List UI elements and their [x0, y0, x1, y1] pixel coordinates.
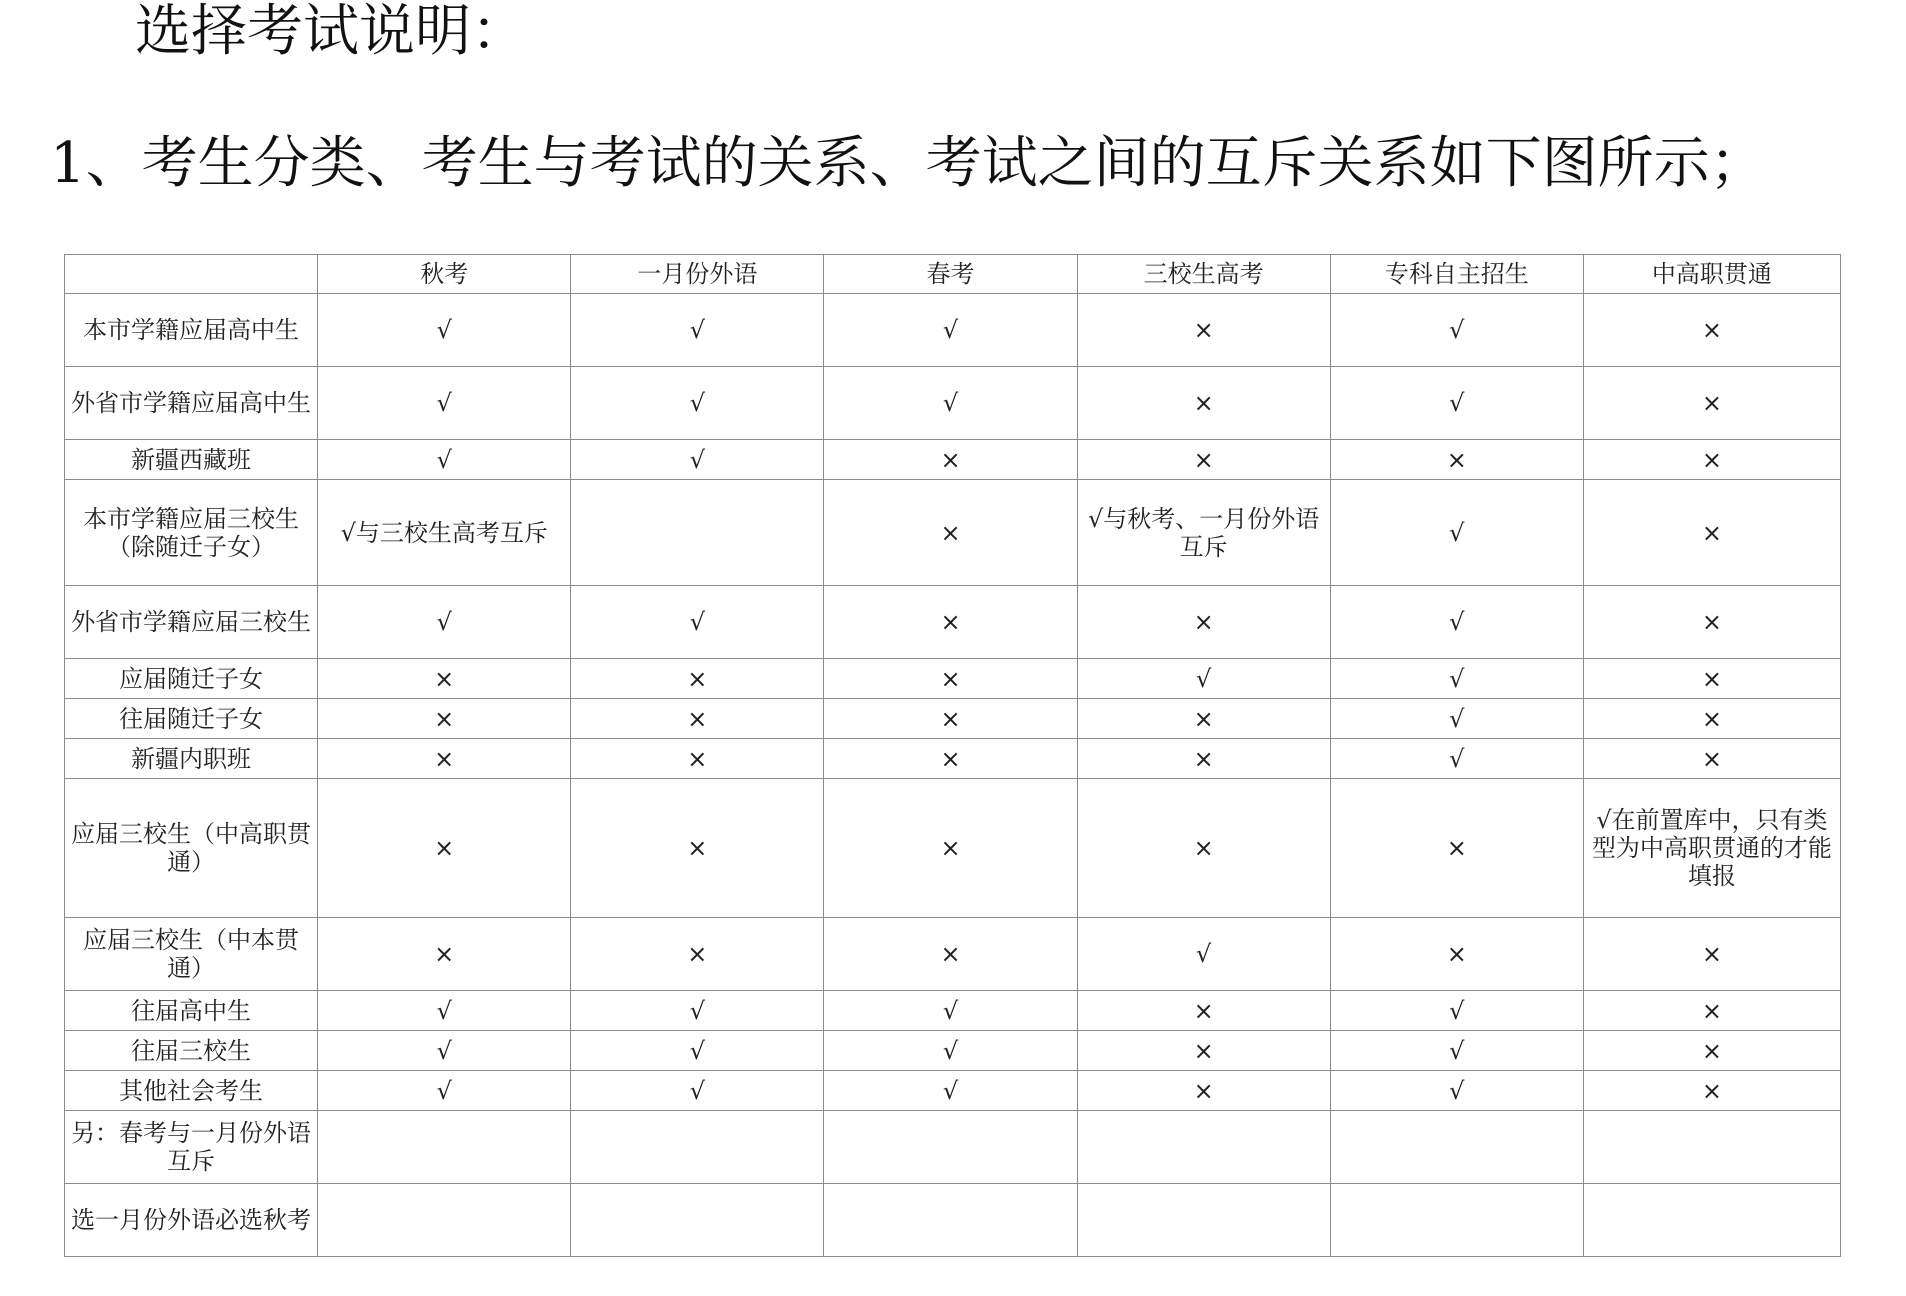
table-cell — [1583, 1184, 1840, 1257]
row-label: 本市学籍应届高中生 — [65, 294, 318, 367]
table-cell: √ — [318, 586, 571, 659]
header-january-foreign-language: 一月份外语 — [571, 255, 824, 294]
table-cell: √ — [318, 991, 571, 1031]
table-cell: × — [1583, 367, 1840, 440]
table-cell: × — [824, 440, 1077, 480]
row-label: 本市学籍应届三校生（除随迁子女） — [65, 480, 318, 586]
row-label: 往届随迁子女 — [65, 699, 318, 739]
table-row — [65, 1071, 1841, 1111]
table-cell: √ — [824, 1031, 1077, 1071]
table-cell: √ — [1330, 1071, 1583, 1111]
table-cell: √ — [571, 440, 824, 480]
table-cell: × — [824, 918, 1077, 991]
table-cell: × — [1583, 440, 1840, 480]
row-label: 外省市学籍应届三校生 — [65, 586, 318, 659]
table-row — [65, 294, 1841, 367]
row-label: 外省市学籍应届高中生 — [65, 367, 318, 440]
table-cell — [571, 1184, 824, 1257]
table-cell: √ — [1330, 699, 1583, 739]
table-cell: √ — [1077, 659, 1330, 699]
table-cell: × — [824, 659, 1077, 699]
exam-eligibility-table — [64, 254, 1841, 1257]
table-cell: × — [1077, 991, 1330, 1031]
table-cell — [1077, 1111, 1330, 1184]
header-three-school-exam: 三校生高考 — [1077, 255, 1330, 294]
table-cell: √ — [1330, 659, 1583, 699]
table-cell: √ — [1330, 991, 1583, 1031]
table-cell: × — [1077, 1031, 1330, 1071]
table-cell: × — [824, 480, 1077, 586]
table-cell: × — [1077, 779, 1330, 918]
table-cell — [1077, 1184, 1330, 1257]
table-cell: × — [1077, 1071, 1330, 1111]
table-cell: × — [318, 779, 571, 918]
table-cell: √ — [824, 991, 1077, 1031]
table-cell: √与三校生高考互斥 — [318, 480, 571, 586]
table-cell: × — [571, 739, 824, 779]
table-cell — [318, 1111, 571, 1184]
header-college-self-enrollment: 专科自主招生 — [1330, 255, 1583, 294]
table-cell — [571, 1111, 824, 1184]
page-heading: 选择考试说明： — [135, 0, 527, 64]
table-cell: √ — [1330, 739, 1583, 779]
row-label: 另：春考与一月份外语互斥 — [65, 1111, 318, 1184]
table-cell: √ — [1330, 586, 1583, 659]
table-cell: × — [1583, 294, 1840, 367]
table-cell: × — [824, 586, 1077, 659]
table-cell: × — [1583, 991, 1840, 1031]
table-cell — [1330, 1111, 1583, 1184]
table-row — [65, 367, 1841, 440]
table-cell: √与秋考、一月份外语互斥 — [1077, 480, 1330, 586]
table-cell: × — [571, 779, 824, 918]
table-cell: × — [1077, 294, 1330, 367]
table-cell: × — [318, 918, 571, 991]
table-cell: × — [824, 699, 1077, 739]
table-row — [65, 779, 1841, 918]
table-cell: × — [1330, 440, 1583, 480]
table-cell: √ — [1330, 367, 1583, 440]
table-cell: × — [1077, 367, 1330, 440]
table-header-row — [65, 255, 1841, 294]
row-label: 往届高中生 — [65, 991, 318, 1031]
table-cell: × — [1077, 440, 1330, 480]
table-cell: × — [824, 779, 1077, 918]
table-cell — [1330, 1184, 1583, 1257]
row-label: 应届随迁子女 — [65, 659, 318, 699]
table-cell: × — [1583, 659, 1840, 699]
table-cell: √ — [571, 1031, 824, 1071]
table-cell: × — [1077, 586, 1330, 659]
table-cell: × — [1583, 480, 1840, 586]
table-cell: × — [318, 659, 571, 699]
table-cell: × — [1583, 918, 1840, 991]
table-cell: √ — [824, 1071, 1077, 1111]
table-cell: × — [1583, 739, 1840, 779]
table-cell: √ — [571, 294, 824, 367]
table-cell: × — [1583, 699, 1840, 739]
table-cell: √在前置库中，只有类型为中高职贯通的才能填报 — [1583, 779, 1840, 918]
table-row — [65, 1184, 1841, 1257]
table-cell: × — [1583, 1031, 1840, 1071]
table-row — [65, 991, 1841, 1031]
table-row — [65, 1031, 1841, 1071]
table-cell: × — [1077, 739, 1330, 779]
table-cell: √ — [571, 586, 824, 659]
row-label: 选一月份外语必选秋考 — [65, 1184, 318, 1257]
table-cell: × — [1330, 779, 1583, 918]
table-cell: √ — [824, 367, 1077, 440]
table-cell: × — [318, 739, 571, 779]
table-cell: √ — [1330, 480, 1583, 586]
table-row — [65, 480, 1841, 586]
table-row — [65, 918, 1841, 991]
row-label: 应届三校生（中本贯通） — [65, 918, 318, 991]
table-cell: √ — [571, 1071, 824, 1111]
table-row — [65, 440, 1841, 480]
table-cell: √ — [824, 294, 1077, 367]
table-cell — [571, 480, 824, 586]
table-row — [65, 699, 1841, 739]
table-cell: √ — [1077, 918, 1330, 991]
table-row — [65, 586, 1841, 659]
table-cell: × — [571, 699, 824, 739]
row-label: 新疆内职班 — [65, 739, 318, 779]
table-cell: × — [824, 739, 1077, 779]
table-row — [65, 1111, 1841, 1184]
table-cell: × — [1077, 699, 1330, 739]
table-body — [65, 294, 1841, 1257]
header-spring-exam: 春考 — [824, 255, 1077, 294]
table-cell: × — [571, 918, 824, 991]
table-cell: × — [318, 699, 571, 739]
table-cell — [318, 1184, 571, 1257]
table-cell — [824, 1184, 1077, 1257]
table-cell: √ — [571, 367, 824, 440]
header-secondary-higher-vocational: 中高职贯通 — [1583, 255, 1840, 294]
table-row — [65, 659, 1841, 699]
table-cell: √ — [318, 440, 571, 480]
table-cell: × — [1583, 1071, 1840, 1111]
header-autumn-exam: 秋考 — [318, 255, 571, 294]
row-label: 新疆西藏班 — [65, 440, 318, 480]
table-cell: √ — [318, 1031, 571, 1071]
table-cell — [824, 1111, 1077, 1184]
header-corner — [65, 255, 318, 294]
table-cell: √ — [318, 294, 571, 367]
table-row — [65, 739, 1841, 779]
table-cell — [1583, 1111, 1840, 1184]
row-label: 其他社会考生 — [65, 1071, 318, 1111]
table-cell: × — [1583, 586, 1840, 659]
row-label: 往届三校生 — [65, 1031, 318, 1071]
table-cell: √ — [1330, 1031, 1583, 1071]
intro-paragraph: 1、考生分类、考生与考试的关系、考试之间的互斥关系如下图所示； — [50, 131, 1766, 196]
table-cell: √ — [1330, 294, 1583, 367]
table-cell: √ — [571, 991, 824, 1031]
table-cell: √ — [318, 367, 571, 440]
row-label: 应届三校生（中高职贯通） — [65, 779, 318, 918]
table-cell: × — [1330, 918, 1583, 991]
table-cell: √ — [318, 1071, 571, 1111]
table-cell: × — [571, 659, 824, 699]
